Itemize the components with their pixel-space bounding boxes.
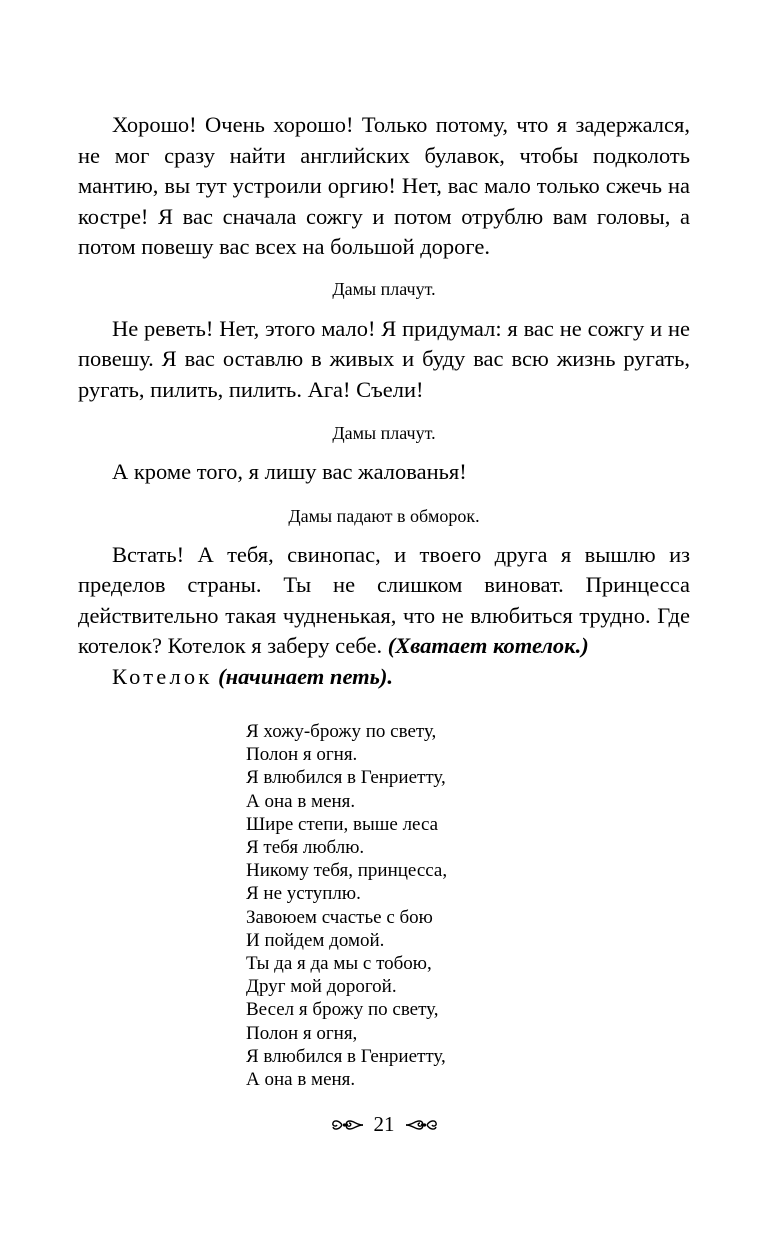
speaker-line xyxy=(78,662,690,693)
stage-direction-1: Дамы плачут. xyxy=(332,278,436,299)
song-line: Шире степи, выше леса xyxy=(246,813,439,835)
paragraph-4-text: Встать! А тебя, свинопас, и твоего друга я вышлю из пределов страны. Ты не слишком виноват. Принцесса действительно такая чудненькая, что не влюбиться трудно. Где котелок? Котелок я заберу себе. xyxy=(78,541,690,658)
paragraph-4 xyxy=(78,540,690,662)
page-footer xyxy=(0,1112,768,1137)
page-number: 21 xyxy=(373,1112,395,1136)
song-verse xyxy=(246,720,447,1091)
flourish-right-icon xyxy=(405,1114,439,1136)
stage-direction-3: Дамы падают в обморок. xyxy=(288,505,480,526)
song-line: Друг мой дорогой. xyxy=(246,976,397,998)
song-line: Весел я брожу по свету, xyxy=(246,999,439,1021)
song-line: Я влюбился в Генриетту, xyxy=(246,1045,446,1067)
flourish-left-icon xyxy=(330,1114,364,1136)
paragraph-4-direction: (Хватает котелок.) xyxy=(387,633,589,658)
song-line: Полон я огня. xyxy=(246,744,358,766)
song-line: Я тебя люблю. xyxy=(246,837,365,859)
song-line: А она в меня. xyxy=(246,1069,356,1091)
song-line: Я не уступлю. xyxy=(246,883,361,905)
song-line: Ты да я да мы с тобою, xyxy=(246,953,432,975)
paragraph-2: Не реветь! Нет, этого мало! Я придумал: я вас не сожгу и не повешу. Я вас оставлю в живых и буду вас всю жизнь ругать, ругать, пилить, пилить. Ага! Съели! xyxy=(78,315,690,402)
paragraph-1: Хорошо! Очень хорошо! Только потому, что я задержался, не мог сразу найти английских булавок, чтобы подколоть мантию, вы тут устроили оргию! Нет, вас мало только сжечь на костре! Я вас сначала сожгу и потом отрублю вам головы, а потом повешу вас всех на большой дороге. xyxy=(78,112,690,259)
stage-direction-2: Дамы плачут. xyxy=(332,423,436,443)
speaker-direction: (начинает петь). xyxy=(218,663,394,689)
song-line: И пойдем домой. xyxy=(246,929,385,951)
song-line: А она в меня. xyxy=(246,790,356,812)
song-line: Завоюем счастье с бою xyxy=(246,906,433,928)
page-text xyxy=(78,110,690,692)
paragraph-3: А кроме того, я лишу вас жалованья! xyxy=(112,459,467,484)
song-line: Полон я огня, xyxy=(246,1022,358,1044)
song-line: Я влюбился в Генриетту, xyxy=(246,767,446,789)
song-line: Никому тебя, принцесса, xyxy=(246,860,448,882)
song-line: Я хожу-брожу по свету, xyxy=(246,721,437,742)
speaker-name: Котелок xyxy=(112,663,213,689)
